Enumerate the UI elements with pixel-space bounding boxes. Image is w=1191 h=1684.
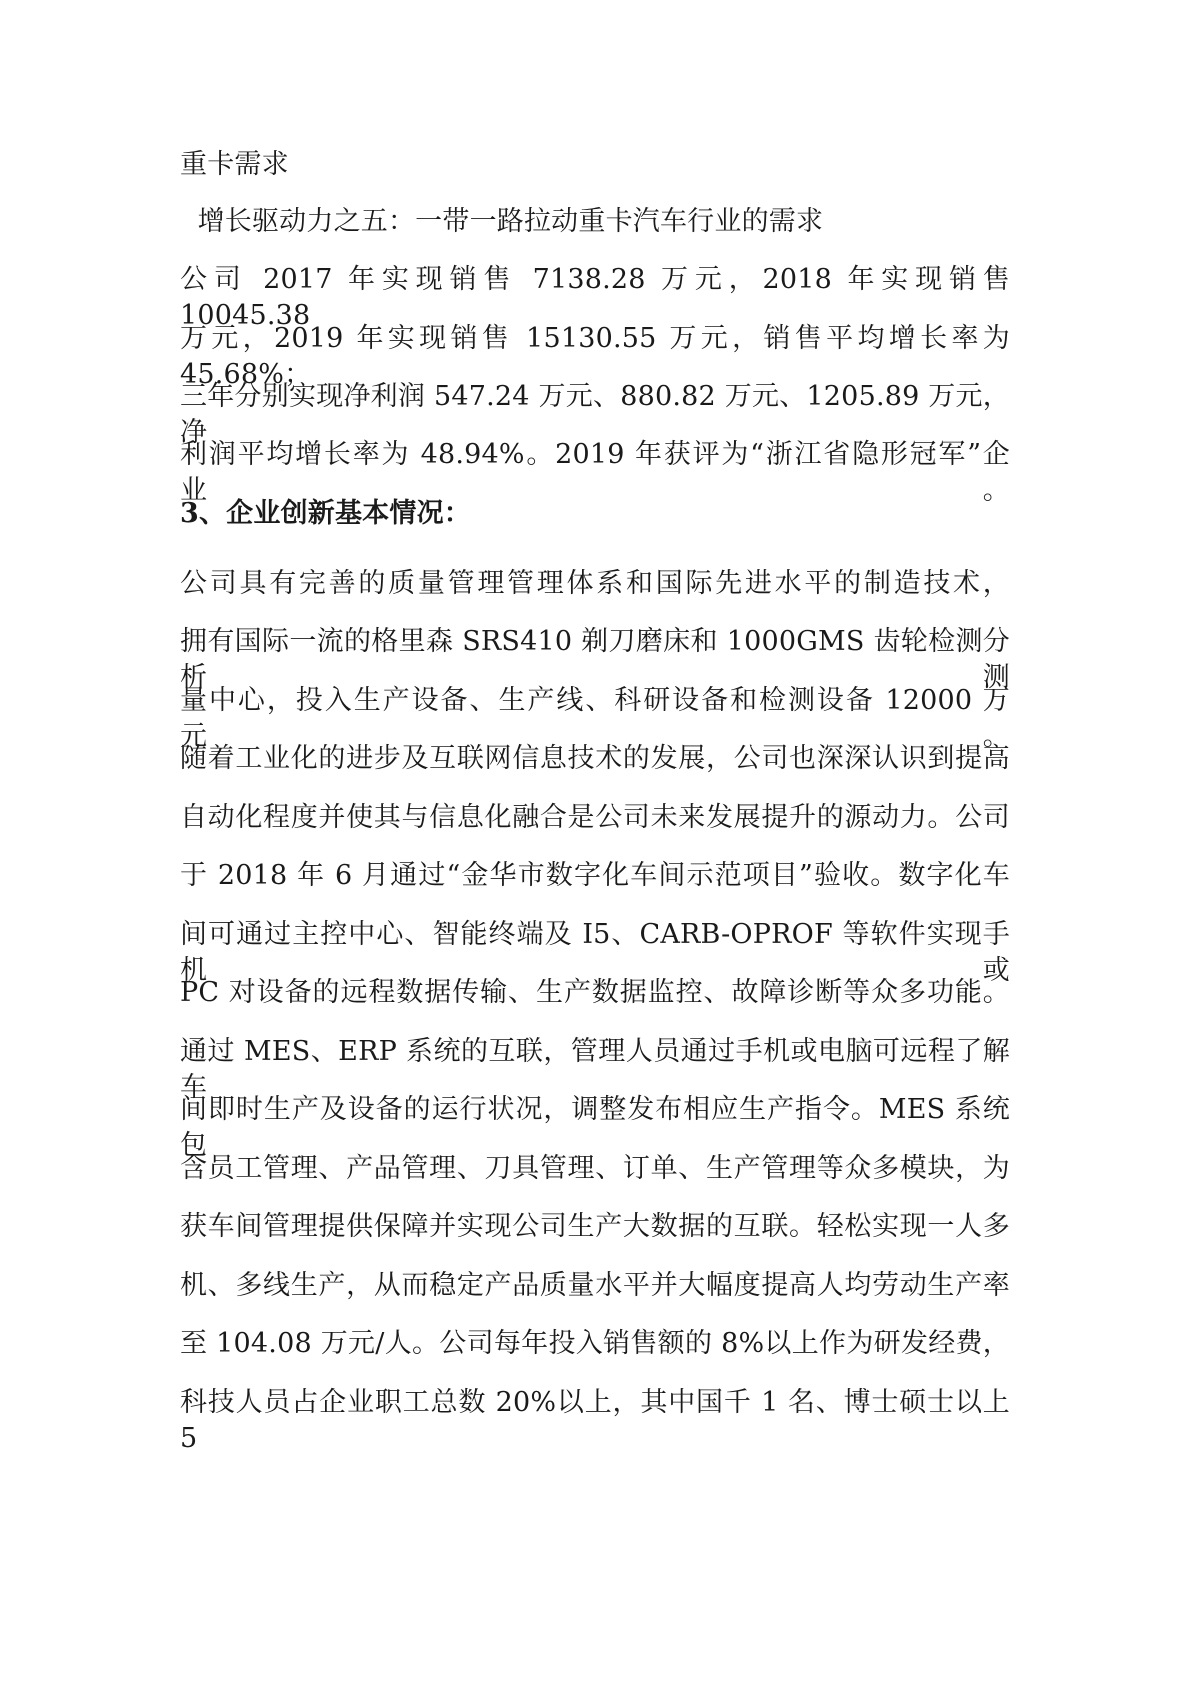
text-line-quality-4: 随着工业化的进步及互联网信息技术的发展，公司也深深认识到提高 xyxy=(180,743,1010,774)
text-line-quality-5: 自动化程度并使其与信息化融合是公司未来发展提升的源动力。公司 xyxy=(180,802,1010,833)
text-line-quality-8: PC 对设备的远程数据传输、生产数据监控、故障诊断等众多功能。 xyxy=(180,977,1010,1008)
text-line-sales-2: 万元，2019 年实现销售 15130.55 万元，销售平均增长率为 45.68%； xyxy=(180,323,1010,390)
text-line-quality-1: 公司具有完善的质量管理管理体系和国际先进水平的制造技术， xyxy=(180,568,1010,599)
text-line-heading-fragment: 重卡需求 xyxy=(180,149,289,180)
text-line-quality-12: 获车间管理提供保障并实现公司生产大数据的互联。轻松实现一人多 xyxy=(180,1211,1010,1242)
text-line-quality-14: 至 104.08 万元/人。公司每年投入销售额的 8%以上作为研发经费， xyxy=(180,1328,1010,1359)
text-line-quality-15: 科技人员占企业职工总数 20%以上，其中国千 1 名、博士硕士以上 5 xyxy=(180,1387,1010,1454)
text-line-profit-2: 利润平均增长率为 48.94%。2019 年获评为“浙江省隐形冠军”企业。 xyxy=(180,439,1010,506)
text-line-quality-3: 量中心，投入生产设备、生产线、科研设备和检测设备 12000 万元。 xyxy=(180,685,1010,752)
text-line-quality-11: 含员工管理、产品管理、刀具管理、订单、生产管理等众多模块，为 xyxy=(180,1153,1010,1184)
text-line-quality-6: 于 2018 年 6 月通过“金华市数字化车间示范项目”验收。数字化车 xyxy=(180,860,1010,891)
text-line-quality-9: 通过 MES、ERP 系统的互联，管理人员通过手机或电脑可远程了解车 xyxy=(180,1036,1010,1103)
text-line-quality-13: 机、多线生产，从而稳定产品质量水平并大幅度提高人均劳动生产率 xyxy=(180,1270,1010,1301)
text-line-profit-1: 三年分别实现净利润 547.24 万元、880.82 万元、1205.89 万元，净 xyxy=(180,381,1010,448)
section-heading-innovation: 3、企业创新基本情况： xyxy=(180,498,471,529)
text-line-growth-driver: 增长驱动力之五：一带一路拉动重卡汽车行业的需求 xyxy=(180,206,824,237)
text-line-sales-1: 公司 2017 年实现销售 7138.28 万元，2018 年实现销售 10045.38 xyxy=(180,264,1010,331)
text-line-quality-7: 间可通过主控中心、智能终端及 I5、CARB-OPROF 等软件实现手机或 xyxy=(180,919,1010,986)
text-line-quality-10: 间即时生产及设备的运行状况，调整发布相应生产指令。MES 系统包 xyxy=(180,1094,1010,1161)
text-line-quality-2: 拥有国际一流的格里森 SRS410 剃刀磨床和 1000GMS 齿轮检测分析测 xyxy=(180,626,1010,693)
